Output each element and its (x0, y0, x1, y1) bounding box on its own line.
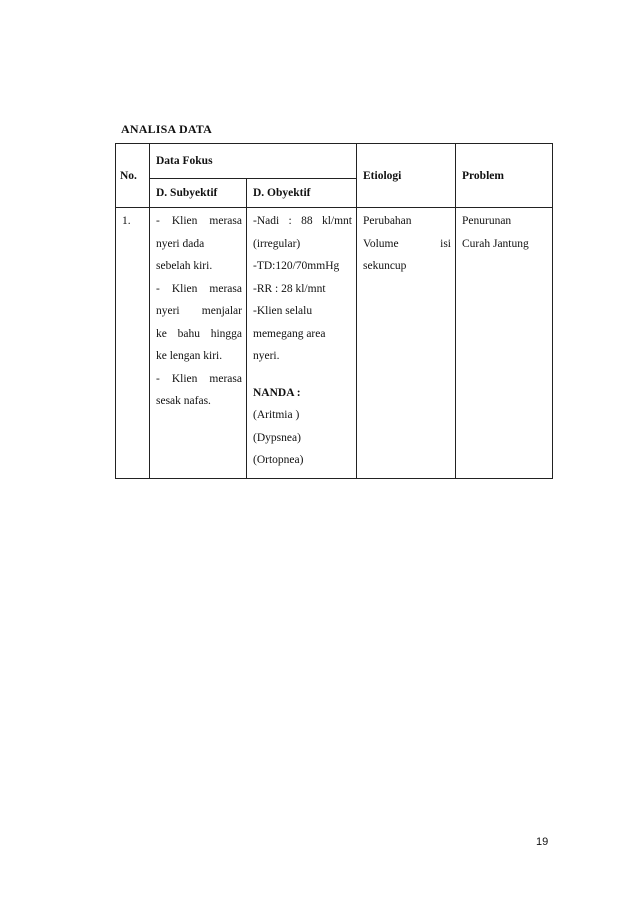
text-line (253, 210, 352, 233)
text-word: Perubahan (363, 215, 412, 227)
nanda-item: (Dypsnea) (253, 431, 301, 444)
text-word: ke (156, 327, 167, 340)
spacer (253, 368, 352, 382)
text-line (253, 345, 352, 368)
text-word: - (156, 282, 160, 295)
nanda-item: (Aritmia ) (253, 409, 300, 421)
header-etiologi: Etiologi (357, 144, 456, 208)
text-line (363, 255, 451, 278)
nanda-item: (Ortopnea) (253, 454, 304, 466)
text-word: Klien (171, 372, 198, 385)
text-word: merasa (209, 372, 242, 385)
text-word: isi (440, 237, 451, 250)
cell-subyektif (150, 208, 247, 479)
text-word: ke lengan kiri. (156, 350, 223, 362)
text-word: : (288, 215, 292, 227)
text-word: bahu (177, 327, 200, 340)
header-obyektif: D. Obyektif (247, 179, 357, 208)
text-word: -Klien selalu (253, 305, 313, 317)
text-line (156, 345, 242, 368)
text-line (156, 323, 242, 346)
text-word: nyeri. (253, 350, 280, 362)
text-word: menjalar (201, 305, 242, 317)
text-word: -TD:120/70mmHg (253, 260, 340, 272)
text-line (156, 255, 242, 278)
cell-etiologi (357, 208, 456, 479)
text-line (156, 368, 242, 391)
table-row (116, 208, 553, 479)
text-word: - (156, 372, 160, 385)
header-no: No. (116, 144, 150, 208)
text-line (462, 233, 548, 256)
text-line (156, 233, 242, 256)
text-word: Volume (363, 237, 399, 250)
text-line (156, 278, 242, 301)
text-word: merasa (209, 282, 242, 295)
text-word: - (156, 215, 160, 227)
text-line (253, 255, 352, 278)
text-word: hingga (210, 327, 242, 340)
text-word: (irregular) (253, 237, 301, 250)
nanda-label: NANDA : (253, 386, 301, 399)
text-word: -RR : 28 kl/mnt (253, 282, 326, 295)
text-line (253, 278, 352, 301)
text-line (253, 300, 352, 323)
text-word: Penurunan (462, 215, 512, 227)
analisa-data-table (115, 143, 553, 479)
text-line (156, 300, 242, 323)
page-title: ANALISA DATA (121, 122, 212, 136)
text-word: 88 (301, 215, 313, 227)
text-line (156, 390, 242, 413)
obyektif-lines (253, 210, 352, 368)
cell-obyektif (247, 208, 357, 479)
header-problem: Problem (456, 144, 553, 208)
header-subyektif: D. Subyektif (150, 179, 247, 208)
text-word: -Nadi (253, 215, 280, 227)
text-line (462, 210, 548, 233)
header-data-fokus: Data Fokus (150, 144, 357, 179)
text-word: Klien (171, 282, 198, 295)
text-word: sesak nafas. (156, 395, 211, 407)
text-word: merasa (209, 215, 242, 227)
text-word: sebelah kiri. (156, 260, 213, 272)
text-word: kl/mnt (321, 215, 352, 227)
page-number: 19 (536, 836, 549, 848)
text-line (253, 323, 352, 346)
text-word: Curah Jantung (462, 237, 529, 250)
text-word: nyeri (156, 305, 180, 317)
cell-no (116, 208, 150, 479)
row-number: 1. (122, 215, 131, 227)
text-line (363, 233, 451, 256)
text-word: nyeri dada (156, 237, 205, 250)
text-word: sekuncup (363, 260, 407, 272)
text-line (156, 210, 242, 233)
text-word: Klien (171, 215, 198, 227)
text-word: memegang area (253, 327, 326, 340)
cell-problem (456, 208, 553, 479)
text-line (253, 233, 352, 256)
text-line (363, 210, 451, 233)
